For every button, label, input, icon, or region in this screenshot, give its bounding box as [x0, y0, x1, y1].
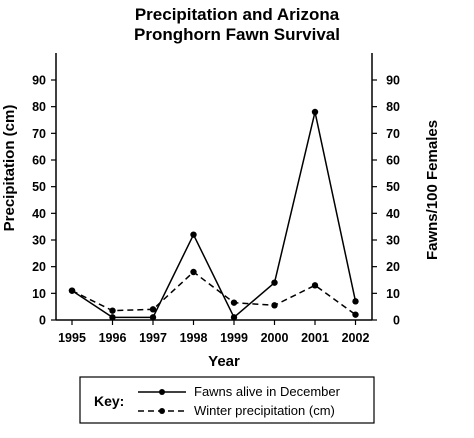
series-1-point [190, 231, 196, 237]
series-1-point [271, 279, 277, 285]
left-y-tick-label: 30 [32, 233, 46, 248]
legend-dashed-marker [159, 408, 165, 414]
series-1-point [352, 298, 358, 304]
axis-ticks [32, 74, 400, 346]
legend-box [80, 377, 374, 423]
left-y-tick-label: 40 [32, 206, 46, 221]
x-tick-label: 2000 [260, 331, 289, 345]
series-1-point [109, 314, 115, 320]
right-y-tick-label: 60 [386, 153, 400, 168]
x-tick-label: 1999 [220, 331, 248, 345]
legend-solid-marker [159, 389, 165, 395]
series-2-point [312, 282, 318, 288]
series-2-point [190, 269, 196, 275]
series-2-point [231, 299, 237, 305]
x-tick-label: 2001 [301, 331, 329, 345]
series-2-point [352, 311, 358, 317]
right-y-tick-label: 0 [393, 313, 400, 328]
series-2-point [69, 287, 75, 293]
left-y-tick-label: 10 [32, 286, 46, 301]
y-axis-label-left: Precipitation (cm) [1, 104, 18, 232]
series-2-point [271, 302, 277, 308]
x-axis-label: Year [208, 353, 240, 370]
right-y-tick-label: 10 [386, 286, 400, 301]
right-y-tick-label: 50 [386, 180, 400, 195]
legend-label-series-2: Winter precipitation (cm) [194, 403, 335, 418]
left-y-tick-label: 80 [32, 100, 46, 115]
chart-title-line-2: Pronghorn Fawn Survival [134, 25, 340, 44]
series-1-point [312, 109, 318, 115]
left-y-tick-label: 90 [32, 73, 46, 88]
series-2-point [109, 307, 115, 313]
left-y-tick-label: 20 [32, 260, 46, 275]
left-y-tick-label: 0 [39, 313, 46, 328]
series-layer [69, 109, 359, 321]
left-y-tick-label: 60 [32, 153, 46, 168]
right-y-tick-label: 80 [386, 100, 400, 115]
x-tick-label: 1996 [98, 331, 127, 345]
x-tick-label: 2002 [341, 331, 370, 345]
right-y-tick-label: 30 [386, 233, 400, 248]
x-tick-label: 1995 [58, 331, 86, 345]
right-y-tick-label: 70 [386, 126, 400, 141]
series-2-point [150, 306, 156, 312]
series-1-point [150, 314, 156, 320]
legend-key-title: Key: [94, 393, 125, 409]
right-y-tick-label: 40 [386, 206, 400, 221]
left-y-tick-label: 50 [32, 180, 46, 195]
x-tick-label: 1998 [179, 331, 208, 345]
chart-title-line-1: Precipitation and Arizona [134, 5, 340, 24]
x-tick-label: 1997 [139, 331, 167, 345]
left-y-tick-label: 70 [32, 126, 46, 141]
y-axis-label-right: Fawns/100 Females [424, 119, 441, 261]
series-1-point [231, 314, 237, 320]
legend-label-series-1: Fawns alive in December [194, 384, 340, 399]
right-y-tick-label: 90 [386, 73, 400, 88]
right-y-tick-label: 20 [386, 260, 400, 275]
